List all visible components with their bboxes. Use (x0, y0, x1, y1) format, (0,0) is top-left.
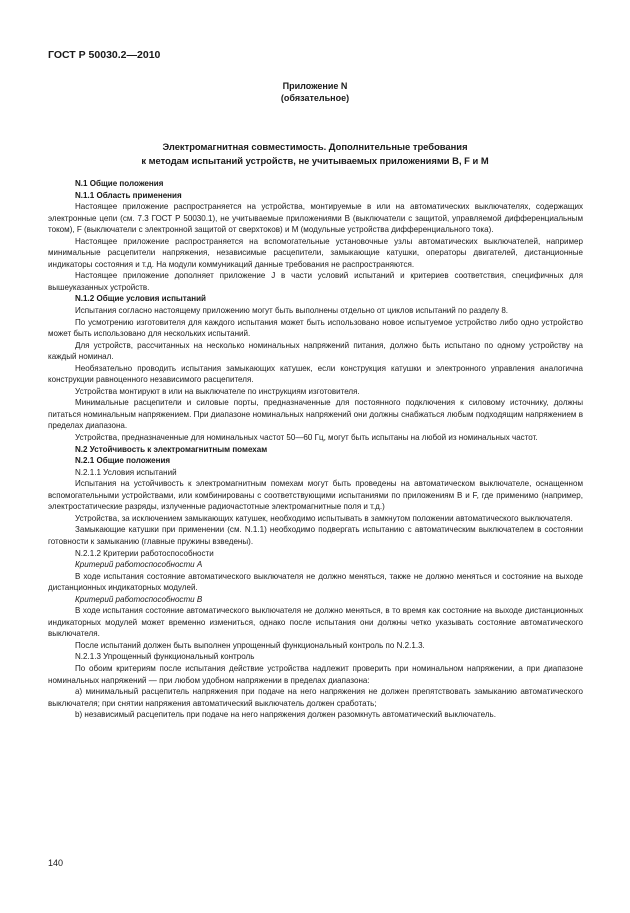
paragraph: N.2.1.3 Упрощенный функциональный контроль (75, 652, 255, 662)
criterion-heading: Критерий работоспособности A (75, 560, 203, 570)
paragraph: Устройства, предназначенные для номинальных частот 50—60 Гц, могут быть испытаны на любой из номинальных частот. (75, 433, 538, 443)
section-heading: N.2.1 Общие положения (75, 456, 171, 466)
paragraph: b) независимый расцепитель при подаче на него напряжения должен разомкнуть автоматический выключатель. (75, 710, 496, 720)
paragraph: N.2.1.1 Условия испытаний (75, 467, 177, 477)
paragraph: В ходе испытания состояние автоматического выключателя не должно меняться, также не должно меняться и состояние на выходе дистанционных индикаторных модулей. (48, 571, 583, 593)
paragraph: Для устройств, рассчитанных на несколько номинальных напряжений питания, должно быть испытано по одному устройству на каждый номинал. (48, 340, 583, 362)
annex-label: Приложение N (282, 81, 348, 91)
section-heading: N.2 Устойчивость к электромагнитным помехам (75, 444, 268, 454)
paragraph: Устройства, за исключением замыкающих катушек, необходимо испытывать в замкнутом положении автоматического выключателя. (75, 513, 573, 523)
section-heading: N.1.2 Общие условия испытаний (75, 294, 206, 304)
section-heading: N.1 Общие положения (75, 179, 164, 188)
paragraph: По обоим критериям после испытания действие устройства надлежит проверить при номинальном напряжении, а при диапазоне номинальных напряжений — при любом удобном напряжении в пределах диапазона: (48, 663, 583, 685)
paragraph: N.2.1.2 Критерии работоспособности (75, 548, 214, 558)
section-heading: N.1.1 Область применения (75, 190, 182, 200)
page-number: 140 (48, 858, 64, 868)
paragraph: Настоящее приложение распространяется на вспомогательные установочные узлы автоматических выключателей, например минимальные расцепители напряжения, независимые расцепители, замыкающие катушки, операторы двигателей, дистанционные индикаторы состояния и т.д. На модули коммуникаций данные требования не распространяются. (48, 236, 583, 269)
paragraph: Минимальные расцепители и силовые порты, предназначенные для постоянного подключения к силовому источнику, должны питаться номинальным напряжением. При диапазоне номинальных напряжений они должны снабжаться любым подходящим напряжением в пределах диапазона. (48, 398, 583, 431)
annex-status: (обязательное) (280, 93, 350, 103)
paragraph: Настоящее приложение дополняет приложение J в части условий испытаний и критериев соответствия, специфичных для вышеуказанных устройств. (48, 271, 583, 292)
annex-heading (0, 80, 630, 104)
paragraph: Настоящее приложение распространяется на устройства, монтируемые в или на автоматических выключателях, содержащих электронные цепи (см. 7.3 ГОСТ Р 50030.1), не учитываемые приложениями B (выключатели с защитой, управляемой дифференциальным током), F (выключатели с электронной защитой от сверхтоков) и M (модульные устройства дифференциального тока). (48, 202, 583, 235)
paragraph: Испытания согласно настоящему приложению могут быть выполнены отдельно от циклов испытаний по разделу 8. (75, 306, 509, 316)
paragraph: После испытаний должен быть выполнен упрощенный функциональный контроль по N.2.1.3. (75, 640, 425, 650)
paragraph: Испытания на устойчивость к электромагнитным помехам могут быть проведены на автоматическом выключателе, оснащенном вспомогательными устройствами, или комбинированы с соответствующими испытаниями по приложениям B и F, где применимо (например, электростатические разряды, излученные радиочастотные электромагнитные поля и т.д.) (48, 479, 583, 512)
paragraph: Устройства монтируют в или на выключателе по инструкциям изготовителя. (75, 386, 360, 396)
document-body (48, 178, 583, 721)
paragraph: По усмотрению изготовителя для каждого испытания может быть использовано новое испытуемое устройство либо одно устройство может быть использовано для нескольких испытаний. (48, 317, 583, 339)
standard-code: ГОСТ Р 50030.2—2010 (48, 49, 161, 61)
paragraph: В ходе испытания состояние автоматического выключателя не должно меняться, в то время как состояние на выходе дистанционных индикаторных модулей может временно измениться, однако после испытания они должны четко указывать состояние автоматического выключателя. (48, 606, 583, 639)
annex-title-line-1: Электромагнитная совместимость. Дополнительные требования (162, 141, 468, 152)
paragraph: a) минимальный расцепитель напряжения при подаче на него напряжения не должен препятствовать замыканию автоматического выключателя; при снятии напряжения автоматический выключатель должен сработать; (48, 687, 583, 708)
annex-title (60, 140, 570, 167)
annex-title-line-2: к методам испытаний устройств, не учитываемых приложениями B, F и M (141, 154, 489, 166)
paragraph: Замыкающие катушки при применении (см. N.1.1) необходимо подвергать испытанию с автоматическим выключателем в состоянии готовности к замыканию (главные пружины взведены). (48, 525, 583, 546)
paragraph: Необязательно проводить испытания замыкающих катушек, если конструкция катушки и электронного управления аналогична конструкции равноценного независимого расцепителя. (48, 363, 583, 385)
criterion-heading: Критерий работоспособности B (75, 594, 203, 604)
